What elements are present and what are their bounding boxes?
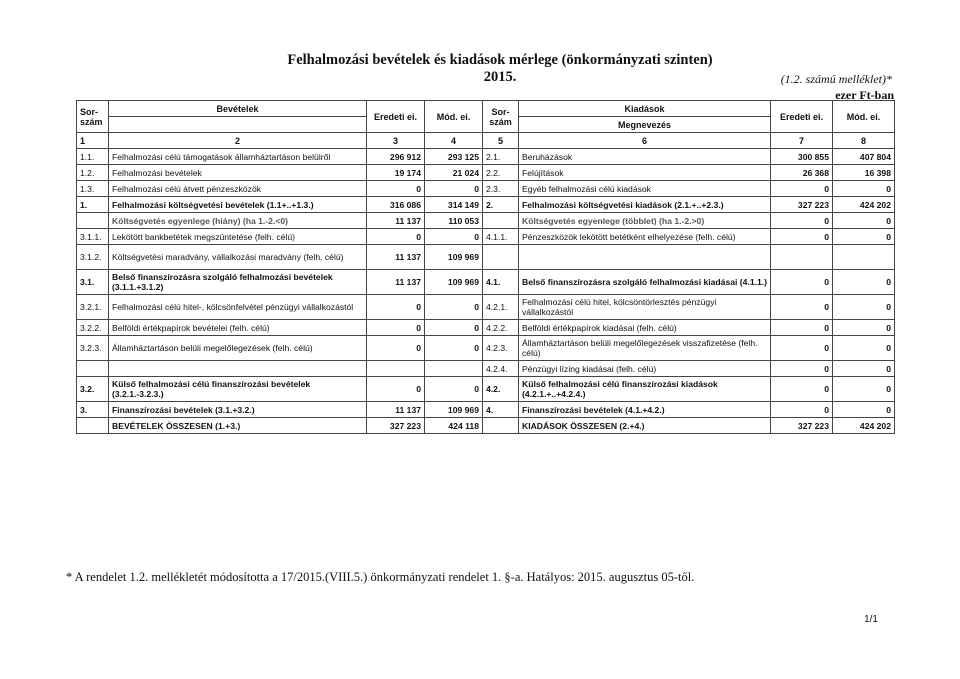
table-row (77, 418, 895, 434)
left-number (77, 418, 109, 434)
right-label: Felújítások (519, 165, 771, 181)
table-row (77, 402, 895, 418)
right-label: Beruházások (519, 149, 771, 165)
right-number: 4.1. (483, 270, 519, 295)
left-original: 11 137 (367, 270, 425, 295)
left-original: 0 (367, 320, 425, 336)
right-original: 0 (771, 270, 833, 295)
right-label: Költségvetés egyenlege (többlet) (ha 1.-2.>0) (519, 213, 771, 229)
left-original: 296 912 (367, 149, 425, 165)
right-modified: 424 202 (833, 197, 895, 213)
left-number: 1.1. (77, 149, 109, 165)
right-label: Külső felhalmozási célú finanszírozási kiadások (4.2.1.+..+4.2.4.) (519, 377, 771, 402)
table-row (77, 165, 895, 181)
right-number: 4.1.1. (483, 229, 519, 245)
left-modified: 109 969 (425, 402, 483, 418)
right-number: 2.3. (483, 181, 519, 197)
right-original: 0 (771, 295, 833, 320)
header-kiadasok: Kiadások (519, 101, 771, 117)
left-number: 3.2.2. (77, 320, 109, 336)
right-original: 327 223 (771, 418, 833, 434)
left-modified: 314 149 (425, 197, 483, 213)
left-number: 1. (77, 197, 109, 213)
left-label: Belföldi értékpapírok bevételei (felh. célú) (109, 320, 367, 336)
left-modified: 109 969 (425, 270, 483, 295)
left-label: BEVÉTELEK ÖSSZESEN (1.+3.) (109, 418, 367, 434)
left-modified: 109 969 (425, 245, 483, 270)
right-number: 4.2. (483, 377, 519, 402)
right-modified: 0 (833, 295, 895, 320)
right-original: 0 (771, 402, 833, 418)
table-row (77, 149, 895, 165)
left-original: 11 137 (367, 245, 425, 270)
colnum: 5 (483, 133, 519, 149)
left-original: 0 (367, 377, 425, 402)
header-mod-2: Mód. ei. (833, 101, 895, 133)
left-number (77, 213, 109, 229)
header-sorszam: Sor-szám (77, 101, 109, 133)
right-modified: 0 (833, 336, 895, 361)
table-row (77, 270, 895, 295)
left-number (77, 361, 109, 377)
right-modified: 0 (833, 181, 895, 197)
left-original: 0 (367, 336, 425, 361)
right-label (519, 245, 771, 270)
left-modified: 21 024 (425, 165, 483, 181)
left-number: 3.1.2. (77, 245, 109, 270)
right-number: 4.2.2. (483, 320, 519, 336)
left-original: 19 174 (367, 165, 425, 181)
title-line-1: Felhalmozási bevételek és kiadások mérlege (önkormányzati szinten) (287, 52, 713, 68)
right-label: Pénzügyi lízing kiadásai (felh. célú) (519, 361, 771, 377)
table-row (77, 361, 895, 377)
colnum: 6 (519, 133, 771, 149)
unit-label: ezer Ft-ban (835, 88, 894, 102)
right-original (771, 245, 833, 270)
left-label: Finanszírozási bevételek (3.1.+3.2.) (109, 402, 367, 418)
page-number: 1/1 (864, 614, 878, 625)
left-modified: 0 (425, 295, 483, 320)
header-eredeti: Eredeti ei. (367, 101, 425, 133)
left-modified: 0 (425, 229, 483, 245)
right-label: Finanszírozási bevételek (4.1.+4.2.) (519, 402, 771, 418)
header-sorszam-2: Sor-szám (483, 101, 519, 133)
left-number: 3.2.3. (77, 336, 109, 361)
right-modified: 0 (833, 270, 895, 295)
left-original: 327 223 (367, 418, 425, 434)
left-original: 0 (367, 229, 425, 245)
left-label: Felhalmozási bevételek (109, 165, 367, 181)
right-label: Belső finanszírozásra szolgáló felhalmozási kiadásai (4.1.1.) (519, 270, 771, 295)
table-row (77, 377, 895, 402)
left-label: Államháztartáson belüli megelőlegezések (felh. célú) (109, 336, 367, 361)
left-number: 3. (77, 402, 109, 418)
right-number: 2.1. (483, 149, 519, 165)
right-modified: 0 (833, 320, 895, 336)
header-eredeti-2: Eredeti ei. (771, 101, 833, 133)
document-title (180, 52, 820, 86)
left-number: 3.2.1. (77, 295, 109, 320)
left-number: 3.2. (77, 377, 109, 402)
left-label: Felhalmozási célú hitel-, kölcsönfelvétel pénzügyi vállalkozástól (109, 295, 367, 320)
left-label: Lekötött bankbetétek megszüntetése (felh. célú) (109, 229, 367, 245)
left-label: Felhalmozási célú támogatások államháztartáson belülről (109, 149, 367, 165)
right-original: 0 (771, 336, 833, 361)
right-original: 0 (771, 377, 833, 402)
right-number: 4.2.4. (483, 361, 519, 377)
left-number: 3.1.1. (77, 229, 109, 245)
left-original: 0 (367, 295, 425, 320)
colnum: 8 (833, 133, 895, 149)
left-original: 0 (367, 181, 425, 197)
right-label: Egyéb felhalmozási célú kiadások (519, 181, 771, 197)
left-modified: 110 053 (425, 213, 483, 229)
right-original: 0 (771, 213, 833, 229)
left-modified: 0 (425, 336, 483, 361)
header-megnevezes: Megnevezés (519, 117, 771, 133)
table-body (77, 149, 895, 434)
left-original: 316 086 (367, 197, 425, 213)
right-original: 300 855 (771, 149, 833, 165)
right-original: 0 (771, 181, 833, 197)
left-modified: 424 118 (425, 418, 483, 434)
left-label (109, 361, 367, 377)
left-label: Költségvetési maradvány, vállalkozási maradvány (felh. célú) (109, 245, 367, 270)
balance-table (76, 100, 895, 434)
right-label: Államháztartáson belüli megelőlegezések visszafizetése (felh. célú) (519, 336, 771, 361)
right-label: Felhalmozási célú hitel, kölcsöntörlesztés pénzügyi vállalkozástól (519, 295, 771, 320)
right-label: Pénzeszközök lekötött betétként elhelyezése (felh. célú) (519, 229, 771, 245)
right-modified: 16 398 (833, 165, 895, 181)
left-label: Felhalmozási célú átvett pénzeszközök (109, 181, 367, 197)
right-label: KIADÁSOK ÖSSZESEN (2.+4.) (519, 418, 771, 434)
right-original: 327 223 (771, 197, 833, 213)
colnum: 3 (367, 133, 425, 149)
left-modified (425, 361, 483, 377)
colnum: 7 (771, 133, 833, 149)
right-number (483, 213, 519, 229)
left-label: Belső finanszírozásra szolgáló felhalmozási bevételek (3.1.1.+3.1.2) (109, 270, 367, 295)
right-number (483, 245, 519, 270)
right-modified: 0 (833, 402, 895, 418)
table-row (77, 213, 895, 229)
left-original: 11 137 (367, 402, 425, 418)
right-modified: 407 804 (833, 149, 895, 165)
table-row (77, 229, 895, 245)
left-label: Költségvetés egyenlege (hiány) (ha 1.-2.<0) (109, 213, 367, 229)
header-bevetelek: Bevételek (109, 101, 367, 117)
right-original: 0 (771, 320, 833, 336)
right-original: 26 368 (771, 165, 833, 181)
table-row (77, 197, 895, 213)
right-number (483, 418, 519, 434)
right-number: 4. (483, 402, 519, 418)
left-modified: 0 (425, 181, 483, 197)
left-number: 1.3. (77, 181, 109, 197)
table-row (77, 295, 895, 320)
annex-label: (1.2. számú melléklet)* (780, 72, 892, 86)
column-number-row (77, 133, 895, 149)
right-modified: 0 (833, 229, 895, 245)
right-modified: 0 (833, 377, 895, 402)
right-number: 4.2.3. (483, 336, 519, 361)
right-label: Belföldi értékpapírok kiadásai (felh. célú) (519, 320, 771, 336)
right-label: Felhalmozási költségvetési kiadások (2.1.+..+2.3.) (519, 197, 771, 213)
right-original: 0 (771, 361, 833, 377)
left-modified: 293 125 (425, 149, 483, 165)
title-line-2: 2015. (483, 69, 517, 85)
left-modified: 0 (425, 377, 483, 402)
right-modified: 0 (833, 213, 895, 229)
footnote: * A rendelet 1.2. mellékletét módosította a 17/2015.(VIII.5.) önkormányzati rendelet 1. §-a. Hatályos: 2015. augusztus 05-től. (66, 570, 695, 584)
right-number: 4.2.1. (483, 295, 519, 320)
left-original: 11 137 (367, 213, 425, 229)
header-mod: Mód. ei. (425, 101, 483, 133)
colnum: 1 (77, 133, 109, 149)
right-modified: 0 (833, 361, 895, 377)
table-row (77, 245, 895, 270)
right-modified: 424 202 (833, 418, 895, 434)
left-number: 1.2. (77, 165, 109, 181)
right-number: 2. (483, 197, 519, 213)
table-row (77, 181, 895, 197)
right-modified (833, 245, 895, 270)
left-number: 3.1. (77, 270, 109, 295)
left-label: Külső felhalmozási célú finanszírozási bevételek (3.2.1.-3.2.3.) (109, 377, 367, 402)
right-original: 0 (771, 229, 833, 245)
left-modified: 0 (425, 320, 483, 336)
right-number: 2.2. (483, 165, 519, 181)
colnum: 2 (109, 133, 367, 149)
left-label: Felhalmozási költségvetési bevételek (1.1+..+1.3.) (109, 197, 367, 213)
table-row (77, 320, 895, 336)
table-row (77, 336, 895, 361)
left-original (367, 361, 425, 377)
colnum: 4 (425, 133, 483, 149)
balance-sheet (76, 100, 894, 434)
